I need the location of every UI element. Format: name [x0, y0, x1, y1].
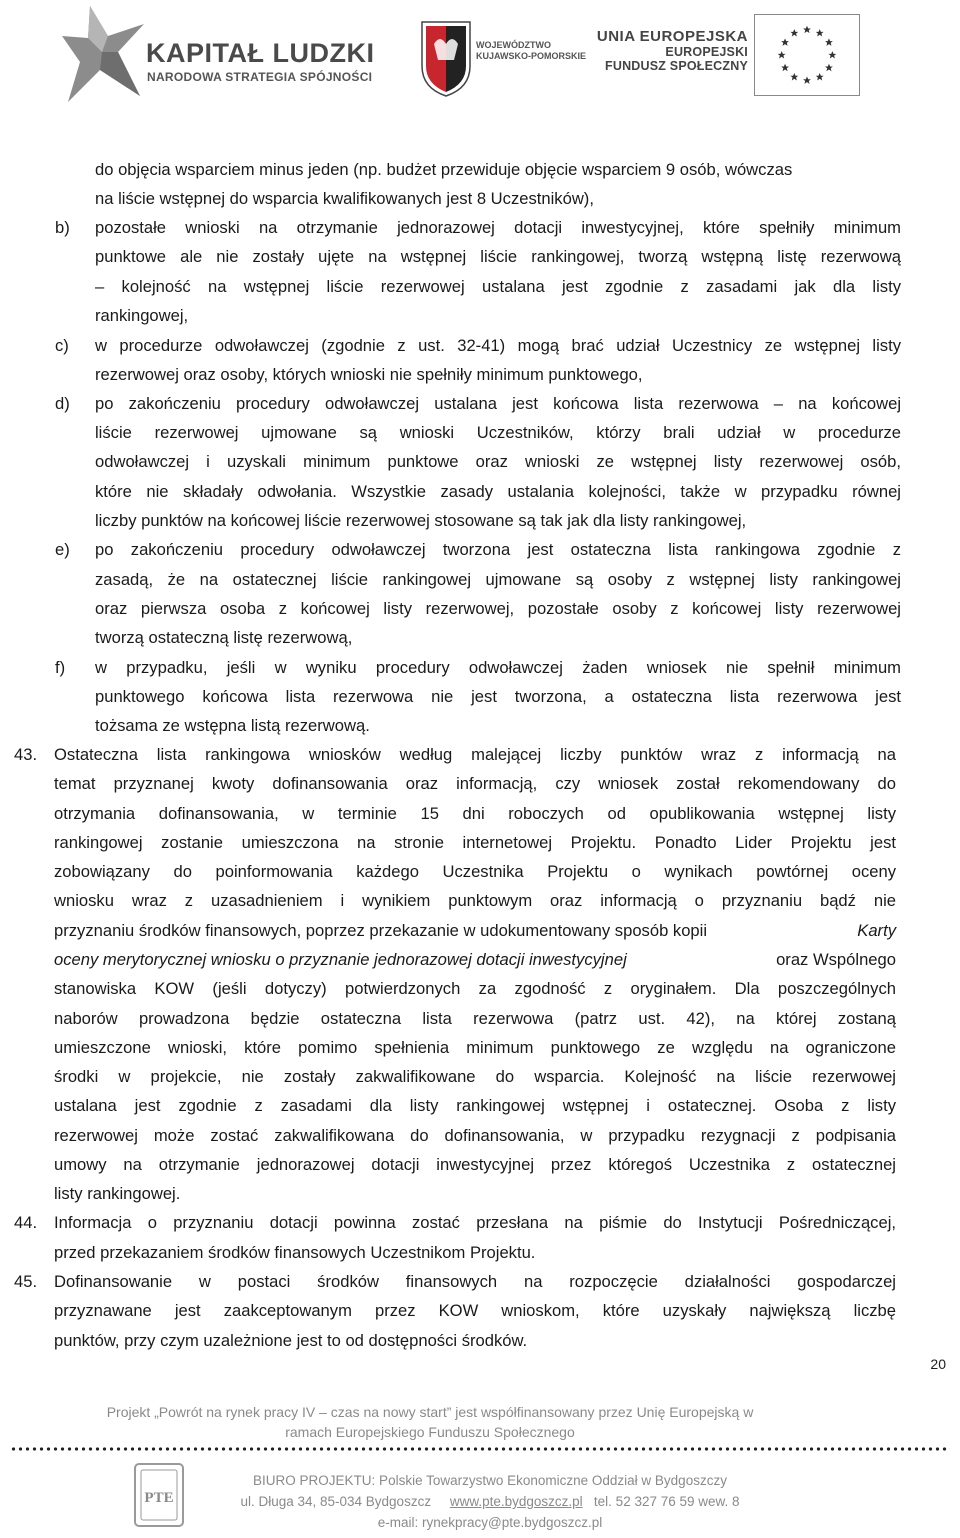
item-a-line-1: do objęcia wsparciem minus jeden (np. budżet przewiduje objęcie wsparciem 9 osób, wówczas: [95, 160, 793, 179]
item-c-line-1: w procedurze odwoławczej (zgodnie z ust. 32-41) mogą brać udział Uczestnicy ze wstępnej listy: [95, 336, 901, 355]
para-43-line-3: otrzymania dofinansowania, w terminie 15 dni roboczych od opublikowania wstępnej listy: [54, 804, 896, 823]
page-number: 20: [930, 1356, 946, 1372]
footer-office-info: [210, 1470, 770, 1533]
item-f-line-1: w przypadku, jeśli w wyniku procedury odwoławczej żaden wniosek nie spełnił minimum: [95, 658, 901, 677]
para-45-line-3: punktów, przy czym uzależnione jest to od dostępności środków.: [54, 1331, 528, 1350]
para-43-line-12: środki w projekcie, nie zostały zakwalifikowane do wsparcia. Kolejność na liście rezerwowej: [54, 1067, 896, 1086]
item-e-line-4: tworzą ostateczną listę rezerwową,: [95, 628, 353, 647]
kapital-ludzki-logo: [62, 6, 375, 102]
item-f-line-2: punktowego końcowa lista rezerwowa nie jest tworzona, a ostateczna lista rezerwowa jest: [95, 687, 901, 706]
item-f-label: f): [55, 658, 66, 677]
wojewodztwo-logo: [418, 16, 588, 100]
para-43-line-9: stanowiska KOW (jeśli dotyczy) potwierdzonych za zgodność z oryginałem. Dla poszczególnych: [54, 979, 896, 998]
footer-address: ul. Długa 34, 85-034 Bydgoszcz: [240, 1494, 432, 1509]
para-43-line-4: rankingowej zostanie umieszczona na stronie internetowej Projektu. Ponadto Lider Projektu jest: [54, 833, 896, 852]
item-b-line-3: – kolejność na wstępnej liście rezerwowej ustalana jest zgodnie z zasadami jak dla listy: [95, 277, 901, 296]
item-d-line-1: po zakończeniu procedury odwoławczej ustalana jest końcowa lista rezerwowa – na końcowej: [95, 394, 901, 413]
footer-dotted-divider: [10, 1446, 950, 1452]
item-b-label: b): [55, 218, 70, 237]
para-43-line-7-text: przyznaniu środków finansowych, poprzez przekazanie w udokumentowany sposób kopii: [54, 921, 708, 940]
para-43-line-14: rezerwowej może zostać zakwalifikowana do dofinansowania, w przypadku rezygnacji z podpisania: [54, 1126, 896, 1145]
para-43-line-13: ustalana jest zgodnie z zasadami dla listy rankingowej wstępnej i ostatecznej. Osoba z listy: [54, 1096, 896, 1115]
wojewodztwo-line1: WOJEWÓDZTWO: [476, 40, 551, 50]
item-e-line-1: po zakończeniu procedury odwoławczej tworzona jest ostateczna lista rankingowa zgodnie z: [95, 540, 901, 559]
item-e-line-3: oraz pierwsza osoba z końcowej listy rezerwowej, pozostałe osoby z końcowej listy rezerwowej: [95, 599, 901, 618]
para-43-line-7-italic: Karty: [857, 921, 896, 940]
eu-flag-icon: [754, 14, 860, 96]
item-a-line-2: na liście wstępnej do wsparcia kwalifikowanych jest 8 Uczestników),: [95, 189, 594, 208]
wojewodztwo-coat-of-arms-icon: [418, 16, 474, 98]
pte-logo-text: PTE: [144, 1490, 174, 1506]
item-b-line-1: pozostałe wnioski na otrzymanie jednorazowej dotacji inwestycyjnej, które spełniły minimum: [95, 218, 901, 237]
item-c-line-2: rezerwowej oraz osoby, których wnioski nie spełniły minimum punktowego,: [95, 365, 643, 384]
para-45-line-1: Dofinansowanie w postaci środków finansowych na rozpoczęcie działalności gospodarczej: [54, 1272, 896, 1291]
para-43-line-10: naborów prowadzona będzie ostateczna lista rezerwowa (patrz ust. 42), na której zostaną: [54, 1009, 896, 1028]
item-d-line-2: liście rezerwowej ujmowane są wnioski Uczestników, którzy brali udział w procedurze: [95, 423, 901, 442]
footer-project-line1: Projekt „Powrót na rynek pracy IV – czas na nowy start” jest współfinansowany przez Unię Europejską w: [106, 1404, 754, 1420]
para-43-line-6: wniosku wraz z uzasadnieniem i wynikiem punktowym oraz informacją o przyznaniu bądź nie: [54, 891, 896, 910]
footer-phone: tel. 52 327 76 59 wew. 8: [593, 1494, 740, 1509]
item-f-line-3: tożsama ze wstępna listą rezerwową.: [95, 716, 370, 735]
item-b-line-4: rankingowej,: [95, 306, 189, 325]
para-43-line-8: [54, 950, 896, 970]
item-d-line-3: odwoławczej i uzyskali minimum punktowe oraz wnioski ze wstępnej listy rezerwowej osób,: [95, 452, 901, 471]
footer-project-line2: ramach Europejskiego Funduszu Społecznego: [285, 1424, 575, 1440]
item-b-line-2: punktowe ale nie zostały ujęte na wstępnej liście rankingowej, tworzą wstępną listę rezerwową: [95, 247, 901, 266]
para-43-line-8-text: oraz Wspólnego: [776, 950, 896, 969]
item-d-line-4: które nie składały odwołania. Wszystkie zasady ustalania kolejności, także w przypadku równej: [95, 482, 901, 501]
footer-email: e-mail: rynekpracy@pte.bydgoszcz.pl: [377, 1515, 603, 1530]
item-c-label: c): [55, 336, 69, 355]
footer-project-info: [0, 1402, 860, 1442]
pte-logo-icon: [133, 1462, 185, 1528]
item-e-label: e): [55, 540, 70, 559]
para-45-label: 45.: [14, 1272, 38, 1291]
page-header: [0, 0, 960, 110]
footer-biuro-line1: BIURO PROJEKTU: Polskie Towarzystwo Ekonomiczne Oddział w Bydgoszczy: [253, 1473, 727, 1488]
para-43-line-11: umieszczone wnioski, które pomimo spełnienia minimum punktowego ze względu na ograniczone: [54, 1038, 896, 1057]
item-d-label: d): [55, 394, 70, 413]
eu-line2: EUROPEJSKI: [665, 45, 748, 59]
para-43-line-2: temat przyznanej kwoty dofinansowania oraz informacją, czy wniosek został rekomendowany do: [54, 774, 896, 793]
footer-biuro-line2: [210, 1491, 770, 1512]
para-43-line-1: Ostateczna lista rankingowa wniosków według malejącej liczby punktów wraz z informacją na: [54, 745, 896, 764]
para-44-line-2: przed przekazaniem środków finansowych Uczestnikom Projektu.: [54, 1243, 536, 1262]
wojewodztwo-line2: KUJAWSKO-POMORSKIE: [476, 51, 587, 61]
para-43-label: 43.: [14, 745, 38, 764]
para-43-line-15: umowy na otrzymanie jednorazowej dotacji inwestycyjnej przez któregoś Uczestnika z ostatecznej: [54, 1155, 896, 1174]
item-d-line-5: liczby punktów na końcowej liście rezerwowej stosowane są tak jak dla listy rankingowej,: [95, 511, 747, 530]
eu-line1: UNIA EUROPEJSKA: [596, 28, 748, 45]
para-43-line-8-italic: oceny merytorycznej wniosku o przyznanie jednorazowej dotacji inwestycyjnej: [54, 950, 627, 969]
kapital-ludzki-subtitle: NARODOWA STRATEGIA SPÓJNOŚCI: [147, 70, 373, 84]
wojewodztwo-name: [476, 40, 586, 62]
kapital-ludzki-star-icon: [62, 6, 144, 102]
eu-line3: FUNDUSZ SPOŁECZNY: [605, 59, 748, 73]
para-43-line-7: [54, 921, 896, 941]
item-e-line-2: zasadą, że na ostatecznej liście rankingowej ujmowane są osoby z wstępnej listy rankingowej: [95, 570, 901, 589]
para-43-line-5: zobowiązany do poinformowania każdego Uczestnika Projektu o wynikach powtórnej oceny: [54, 862, 896, 881]
kapital-ludzki-title: KAPITAŁ LUDZKI: [146, 38, 375, 68]
eu-efs-logo: [596, 14, 860, 98]
para-45-line-2: przyznawane jest zaakceptowanym przez KOW wnioskom, które uzyskały największą liczbę: [54, 1301, 896, 1320]
para-43-line-16: listy rankingowej.: [54, 1184, 181, 1203]
para-44-label: 44.: [14, 1213, 38, 1232]
footer-website-link[interactable]: www.pte.bydgoszcz.pl: [449, 1494, 583, 1509]
eu-efs-text: [597, 28, 748, 73]
para-44-line-1: Informacja o przyznaniu dotacji powinna zostać przesłana na piśmie do Instytucji Pośredniczącej,: [54, 1213, 896, 1232]
